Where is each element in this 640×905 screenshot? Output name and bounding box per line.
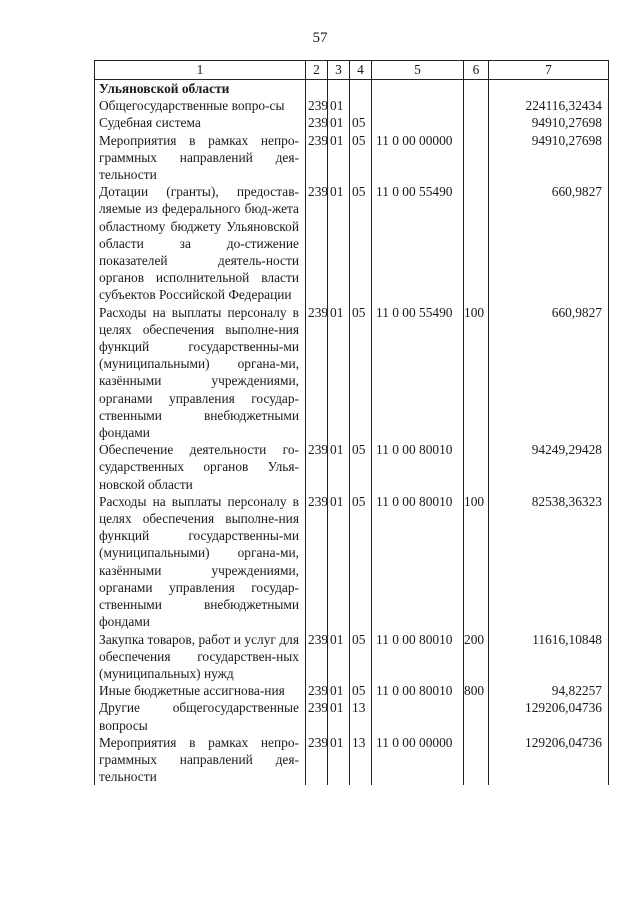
row-name: Дотации (гранты), предостав-ляемые из федерального бюд-жета областному бюджету Ульяновской области за до-стижение показателей деятель-ности органов исполнительной власти субъектов Российской Федерации (95, 183, 306, 303)
row-csr-code: 11 0 00 55490 (372, 183, 464, 303)
row-rz-code: 01 (328, 132, 350, 184)
row-amount: 94910,27698 (489, 132, 609, 184)
row-rz-code (328, 80, 350, 98)
header-col-4: 4 (350, 61, 372, 80)
header-col-7: 7 (489, 61, 609, 80)
row-gr-code: 239 (306, 734, 328, 786)
row-rz-code: 01 (328, 97, 350, 114)
row-pr-code (350, 97, 372, 114)
row-name: Иные бюджетные ассигнова-ния (95, 682, 306, 699)
row-csr-code (372, 114, 464, 131)
row-vr-code (464, 114, 489, 131)
row-vr-code: 800 (464, 682, 489, 699)
row-pr-code (350, 80, 372, 98)
row-rz-code: 01 (328, 304, 350, 442)
table-row (95, 734, 609, 786)
row-rz-code: 01 (328, 682, 350, 699)
row-name: Закупка товаров, работ и услуг для обеспечения государствен-ных (муниципальных) нужд (95, 631, 306, 683)
row-amount: 11616,10848 (489, 631, 609, 683)
table-row (95, 493, 609, 631)
page-number: 57 (312, 30, 328, 46)
row-amount: 224116,32434 (489, 97, 609, 114)
row-pr-code: 13 (350, 699, 372, 733)
row-gr-code (306, 80, 328, 98)
row-name: Другие общегосударственные вопросы (95, 699, 306, 733)
row-vr-code (464, 734, 489, 786)
row-pr-code: 13 (350, 734, 372, 786)
row-amount: 129206,04736 (489, 734, 609, 786)
row-csr-code: 11 0 00 80010 (372, 631, 464, 683)
table-row (95, 631, 609, 683)
row-rz-code: 01 (328, 699, 350, 733)
table-row (95, 183, 609, 303)
header-col-5: 5 (372, 61, 464, 80)
header-col-1: 1 (95, 61, 306, 80)
row-csr-code (372, 80, 464, 98)
row-amount: 660,9827 (489, 304, 609, 442)
row-amount: 94249,29428 (489, 441, 609, 493)
row-vr-code: 100 (464, 493, 489, 631)
row-csr-code: 11 0 00 55490 (372, 304, 464, 442)
row-gr-code: 239 (306, 114, 328, 131)
row-amount: 660,9827 (489, 183, 609, 303)
row-name: Обеспечение деятельности го-сударственных органов Улья-новской области (95, 441, 306, 493)
header-col-6: 6 (464, 61, 489, 80)
row-amount: 94,82257 (489, 682, 609, 699)
row-name: Мероприятия в рамках непро-граммных направлений дея-тельности (95, 132, 306, 184)
row-vr-code (464, 80, 489, 98)
row-rz-code: 01 (328, 493, 350, 631)
row-pr-code: 05 (350, 631, 372, 683)
table-row (95, 132, 609, 184)
table-row (95, 114, 609, 131)
table-row (95, 97, 609, 114)
row-amount (489, 80, 609, 98)
row-name: Общегосударственные вопро-сы (95, 97, 306, 114)
row-csr-code: 11 0 00 00000 (372, 734, 464, 786)
row-gr-code: 239 (306, 304, 328, 442)
table-row (95, 304, 609, 442)
row-gr-code: 239 (306, 441, 328, 493)
row-rz-code: 01 (328, 734, 350, 786)
row-gr-code: 239 (306, 183, 328, 303)
table-row (95, 699, 609, 733)
row-rz-code: 01 (328, 631, 350, 683)
row-rz-code: 01 (328, 114, 350, 131)
row-gr-code: 239 (306, 97, 328, 114)
row-pr-code: 05 (350, 682, 372, 699)
row-gr-code: 239 (306, 631, 328, 683)
row-pr-code: 05 (350, 183, 372, 303)
row-csr-code: 11 0 00 00000 (372, 132, 464, 184)
row-name: Ульяновской области (95, 80, 306, 98)
row-vr-code (464, 441, 489, 493)
row-gr-code: 239 (306, 682, 328, 699)
budget-table (94, 60, 609, 785)
table-body (95, 80, 609, 786)
row-pr-code: 05 (350, 132, 372, 184)
row-vr-code (464, 183, 489, 303)
row-csr-code (372, 97, 464, 114)
row-csr-code (372, 699, 464, 733)
row-vr-code (464, 132, 489, 184)
row-csr-code: 11 0 00 80010 (372, 493, 464, 631)
row-pr-code: 05 (350, 304, 372, 442)
row-name: Расходы на выплаты персоналу в целях обеспечения выполне-ния функций государственны-ми (муниципальными) органа-ми, казёнными учреждениями, органами управления государ-ственными внебюджетными фондами (95, 493, 306, 631)
table-row (95, 80, 609, 98)
row-name: Судебная система (95, 114, 306, 131)
header-row (95, 61, 609, 80)
row-vr-code: 200 (464, 631, 489, 683)
row-amount: 82538,36323 (489, 493, 609, 631)
row-amount: 94910,27698 (489, 114, 609, 131)
row-csr-code: 11 0 00 80010 (372, 441, 464, 493)
header-col-2: 2 (306, 61, 328, 80)
row-name: Мероприятия в рамках непро-граммных направлений дея-тельности (95, 734, 306, 786)
row-rz-code: 01 (328, 441, 350, 493)
table-row (95, 441, 609, 493)
row-gr-code: 239 (306, 493, 328, 631)
row-gr-code: 239 (306, 699, 328, 733)
row-csr-code: 11 0 00 80010 (372, 682, 464, 699)
row-pr-code: 05 (350, 493, 372, 631)
row-vr-code (464, 97, 489, 114)
row-rz-code: 01 (328, 183, 350, 303)
header-col-3: 3 (328, 61, 350, 80)
row-pr-code: 05 (350, 114, 372, 131)
row-vr-code (464, 699, 489, 733)
row-name: Расходы на выплаты персоналу в целях обеспечения выполне-ния функций государственны-ми (муниципальными) органа-ми, казёнными учреждениями, органами управления государ-ственными внебюджетными фондами (95, 304, 306, 442)
row-pr-code: 05 (350, 441, 372, 493)
row-amount: 129206,04736 (489, 699, 609, 733)
row-gr-code: 239 (306, 132, 328, 184)
table-row (95, 682, 609, 699)
row-vr-code: 100 (464, 304, 489, 442)
